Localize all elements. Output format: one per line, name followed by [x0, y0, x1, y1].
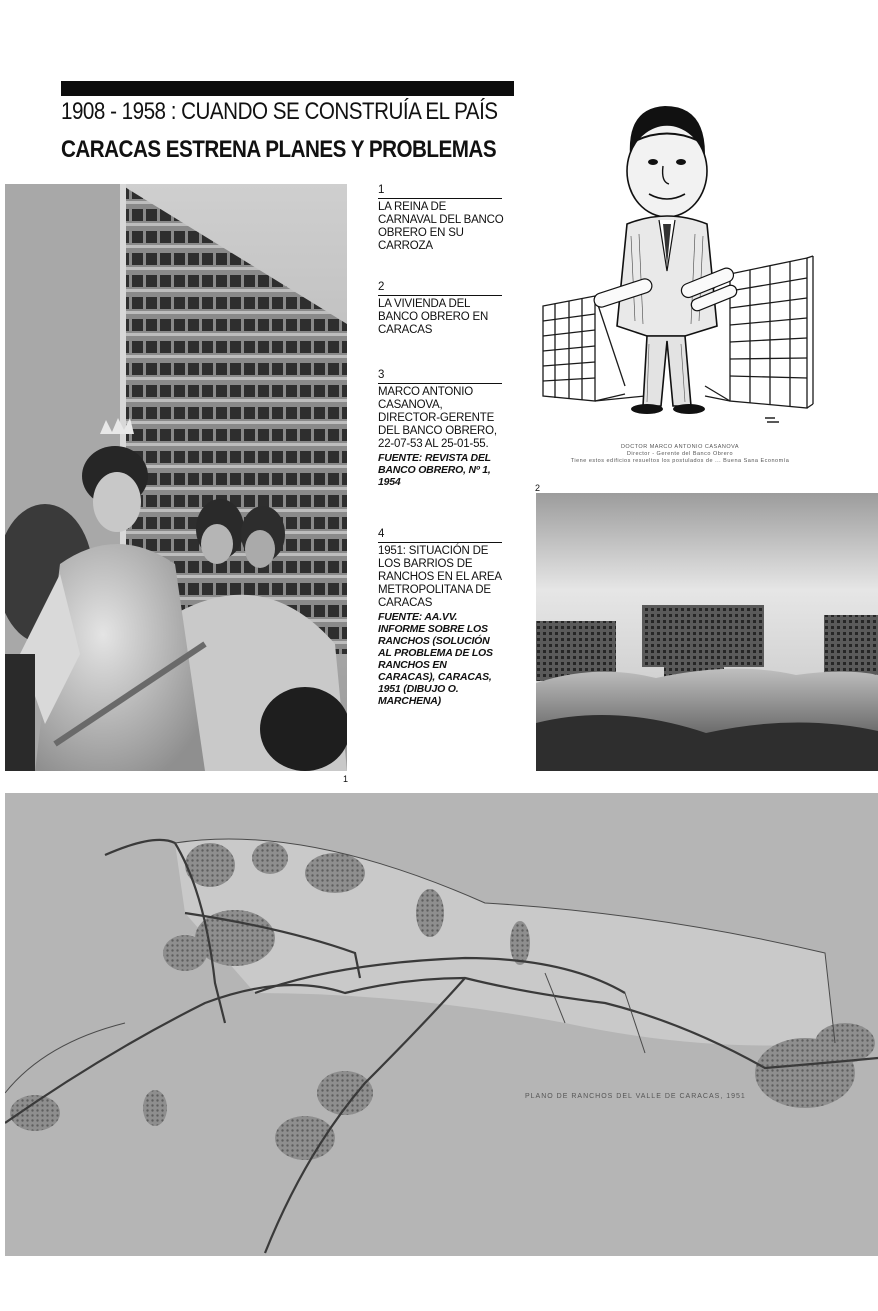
caption-4-text: 1951: SITUACIÓN DE LOS BARRIOS DE RANCHOS EN EL AREA METROPOLITANA DE CARACAS [378, 545, 502, 609]
caricature-caption-line3: Tiene estos edificios resueltos los postulados de ... Buena Sana Economía [570, 458, 790, 464]
caption-3-text: MARCO ANTONIO CASANOVA, DIRECTOR-GERENTE DEL BANCO OBRERO, 22-07-53 AL 25-01-55. [378, 386, 497, 450]
page-title-line2: CARACAS ESTRENA PLANES Y PROBLEMAS [61, 136, 497, 163]
caption-1-text: LA REINA DE CARNAVAL DEL BANCO OBRERO EN SU CARROZA [378, 201, 504, 252]
caricature-caption [560, 444, 800, 465]
caption-4 [378, 528, 504, 707]
header-rule [61, 81, 514, 96]
photo1-label: 1 [343, 774, 349, 784]
caption-2-text: LA VIVIENDA DEL BANCO OBRERO EN CARACAS [378, 298, 489, 336]
caption-2-number: 2 [378, 281, 502, 296]
photo2-label: 2 [535, 483, 541, 493]
caricature-casanova [535, 96, 825, 476]
map-ranchos [5, 793, 878, 1256]
caption-1-number: 1 [378, 184, 502, 199]
caricature-caption-line2: Director - Gerente del Banco Obrero [626, 451, 734, 457]
caption-4-source: FUENTE: AA.VV. INFORME SOBRE LOS RANCHOS (SOLUCIÓN AL PROBLEMA DE LOS RANCHOS EN CARACAS), CARACAS, 1951 (DIBUJO O. MARCHENA) [378, 611, 493, 707]
photo-carnival-queen [5, 184, 347, 771]
caption-3 [378, 369, 504, 488]
caption-2 [378, 281, 504, 337]
map-label: PLANO DE RANCHOS DEL VALLE DE CARACAS, 1951 [525, 1093, 746, 1100]
caption-3-source: FUENTE: REVISTA DEL BANCO OBRERO, Nº 1, 1954 [378, 452, 491, 488]
caption-1 [378, 184, 504, 253]
photo-housing-blocks [536, 493, 878, 771]
caption-4-number: 4 [378, 528, 502, 543]
page-title-line1: 1908 - 1958 : CUANDO SE CONSTRUÍA EL PAÍS [61, 98, 498, 125]
caption-3-number: 3 [378, 369, 502, 384]
caricature-caption-line1: DOCTOR MARCO ANTONIO CASANOVA [620, 444, 740, 450]
